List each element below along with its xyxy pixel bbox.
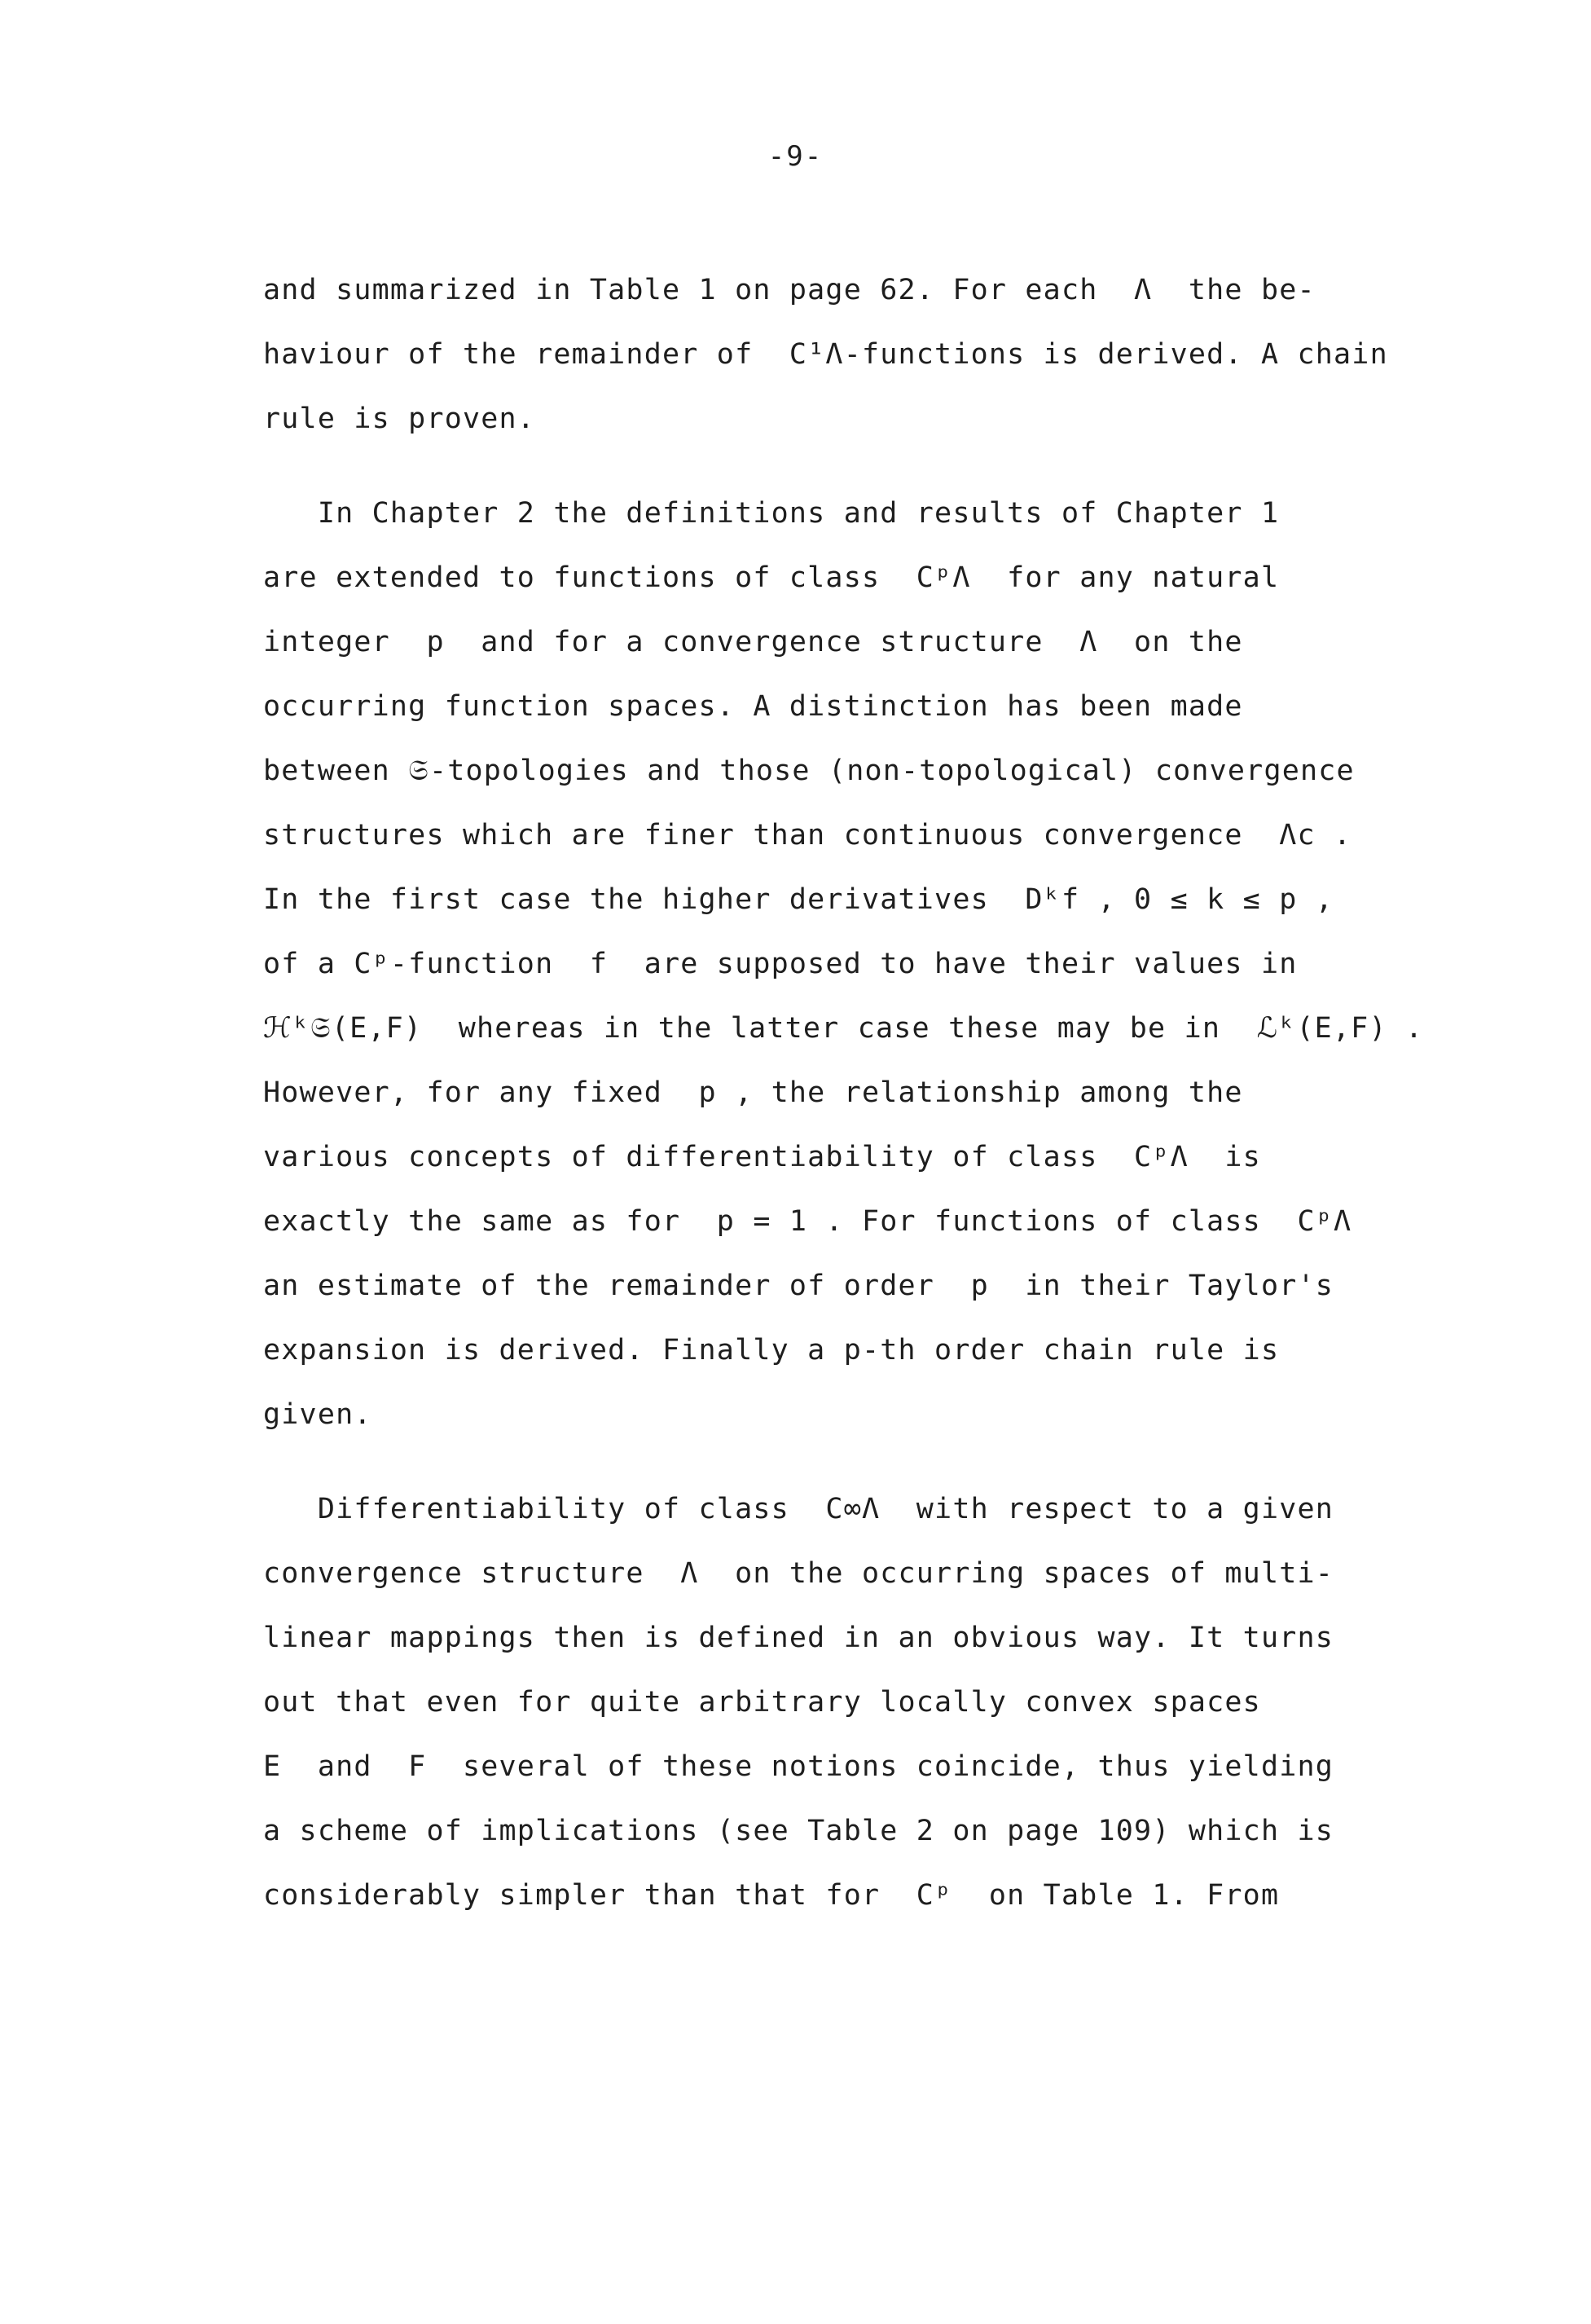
text-line: and summarized in Table 1 on page 62. For each Λ the be- bbox=[263, 274, 1316, 306]
text-line: out that even for quite arbitrary locally convex spaces bbox=[263, 1686, 1261, 1719]
text-line: given. bbox=[263, 1398, 372, 1431]
text-line: various concepts of differentiability of class CᵖΛ is bbox=[263, 1141, 1261, 1173]
text-line: structures which are finer than continuous convergence Λc . bbox=[263, 819, 1352, 852]
text-line: between 𝔖-topologies and those (non-topological) convergence bbox=[263, 755, 1355, 787]
text-line: considerably simpler than that for Cᵖ on Table 1. From bbox=[263, 1879, 1280, 1912]
text-line: E and F several of these notions coincide, thus yielding bbox=[263, 1750, 1334, 1783]
text-line: integer p and for a convergence structure Λ on the bbox=[263, 626, 1243, 658]
text-line: However, for any fixed p , the relationship among the bbox=[263, 1076, 1243, 1109]
text-line: Differentiability of class C∞Λ with respect to a given bbox=[263, 1493, 1334, 1525]
text-line: linear mappings then is defined in an obvious way. It turns bbox=[263, 1622, 1334, 1654]
text-line: ℋᵏ𝔖(E,F) whereas in the latter case these may be in ℒᵏ(E,F) . bbox=[263, 1012, 1424, 1045]
text-line: haviour of the remainder of C¹Λ-functions is derived. A chain bbox=[263, 338, 1388, 371]
text-line: exactly the same as for p = 1 . For functions of class CᵖΛ bbox=[263, 1205, 1352, 1238]
text-line: a scheme of implications (see Table 2 on page 109) which is bbox=[263, 1815, 1334, 1847]
text-line: convergence structure Λ on the occurring spaces of multi- bbox=[263, 1557, 1334, 1590]
text-line: In Chapter 2 the definitions and results of Chapter 1 bbox=[263, 497, 1280, 530]
page-number: -9- bbox=[767, 140, 824, 173]
text-line: are extended to functions of class CᵖΛ for any natural bbox=[263, 561, 1280, 594]
text-line: rule is proven. bbox=[263, 403, 536, 435]
text-line: In the first case the higher derivatives Dᵏf , 0 ≤ k ≤ p , bbox=[263, 883, 1334, 916]
text-line: an estimate of the remainder of order p in their Taylor's bbox=[263, 1270, 1334, 1302]
text-line: expansion is derived. Finally a p-th order chain rule is bbox=[263, 1334, 1280, 1367]
text-line: occurring function spaces. A distinction has been made bbox=[263, 690, 1243, 723]
text-line: of a Cᵖ-function f are supposed to have their values in bbox=[263, 948, 1298, 980]
